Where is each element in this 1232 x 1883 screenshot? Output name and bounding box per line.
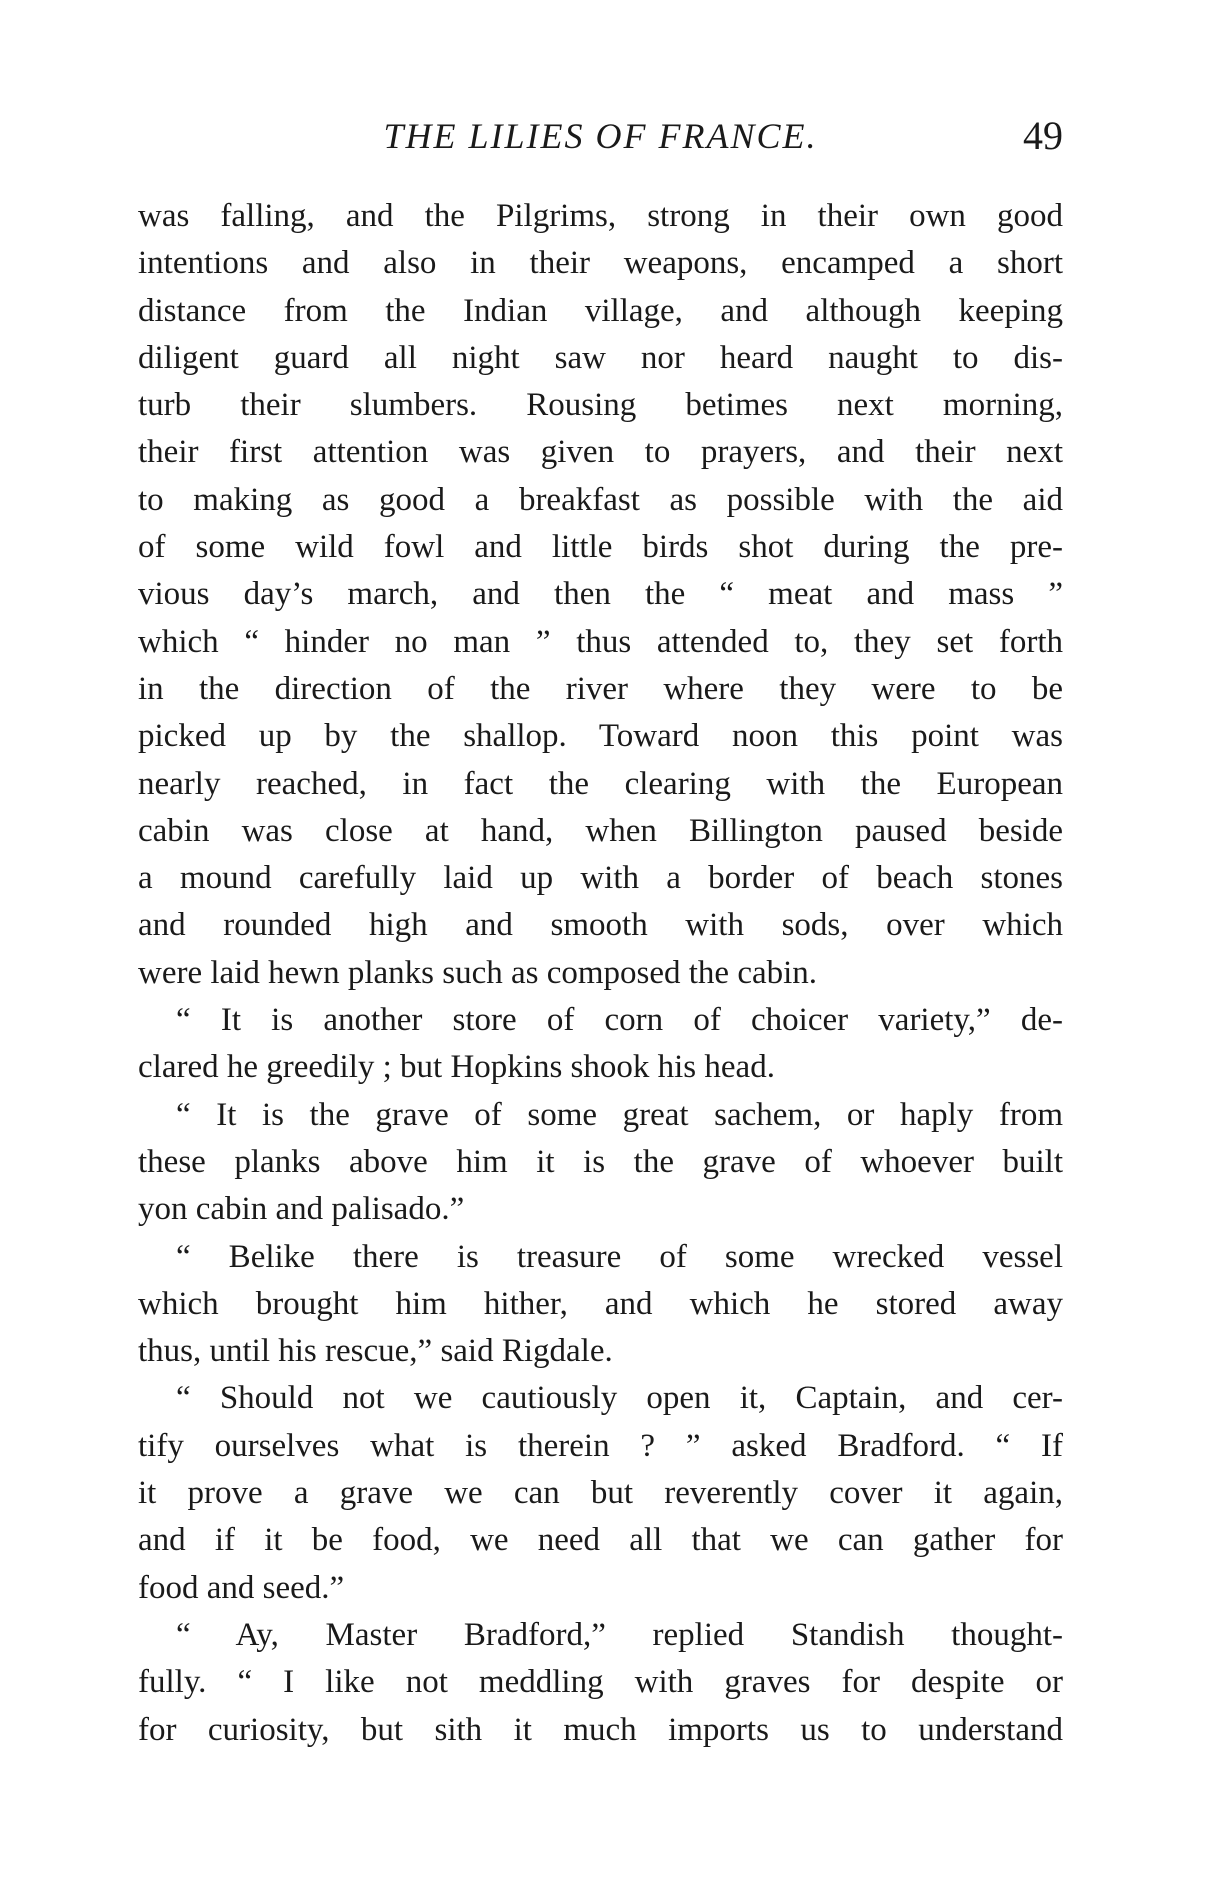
text-line: “ Belike there is treasure of some wrecked vessel [176,1238,1063,1275]
text-line: “ It is another store of corn of choicer variety,” de- [176,1002,1063,1039]
text-line: turb their slumbers. Rousing betimes next morning, [138,387,1063,424]
text-line: nearly reached, in fact the clearing with the European [138,765,1063,802]
body-text [138,193,1063,1754]
text-line: distance from the Indian village, and although keeping [138,292,1063,329]
page-number: 49 [1023,113,1063,158]
text-line: yon cabin and palisado.” [138,1191,465,1228]
text-line: to making as good a breakfast as possible with the aid [138,481,1063,518]
text-line: tify ourselves what is therein ? ” asked Bradford. “ If [138,1427,1063,1464]
text-line: picked up by the shallop. Toward noon this point was [138,718,1063,755]
text-line: diligent guard all night saw nor heard naught to dis- [138,339,1063,376]
text-line: “ It is the grave of some great sachem, or haply from [176,1096,1063,1133]
text-line: for curiosity, but sith it much imports us to understand [138,1711,1063,1748]
text-line: of some wild fowl and little birds shot during the pre- [138,529,1063,566]
text-line: vious day’s march, and then the “ meat and mass ” [138,576,1063,613]
text-line: and if it be food, we need all that we can gather for [138,1522,1063,1559]
text-line: their first attention was given to prayers, and their next [138,434,1063,471]
text-line: were laid hewn planks such as composed the cabin. [138,954,818,991]
text-line: clared he greedily ; but Hopkins shook his head. [138,1049,775,1086]
running-title: THE LILIES OF FRANCE. [383,116,818,156]
text-line: cabin was close at hand, when Billington paused beside [138,812,1063,849]
text-line: “ Ay, Master Bradford,” replied Standish thought- [176,1616,1063,1653]
text-line: was falling, and the Pilgrims, strong in their own good [138,198,1063,234]
text-line: “ Should not we cautiously open it, Captain, and cer- [176,1380,1063,1417]
text-line: in the direction of the river where they were to be [138,670,1063,707]
text-line: a mound carefully laid up with a border of beach stones [138,860,1063,897]
running-head [138,106,1063,166]
text-line: which brought him hither, and which he stored away [138,1285,1063,1322]
text-line: intentions and also in their weapons, encamped a short [138,245,1063,282]
text-line: it prove a grave we can but reverently cover it again, [138,1475,1063,1512]
text-line: these planks above him it is the grave of whoever built [138,1143,1063,1180]
text-line: food and seed.” [138,1569,345,1606]
text-line: which “ hinder no man ” thus attended to, they set forth [138,623,1063,660]
text-line: thus, until his rescue,” said Rigdale. [138,1333,613,1370]
text-line: fully. “ I like not meddling with graves for despite or [138,1664,1063,1701]
text-line: and rounded high and smooth with sods, over which [138,907,1063,944]
